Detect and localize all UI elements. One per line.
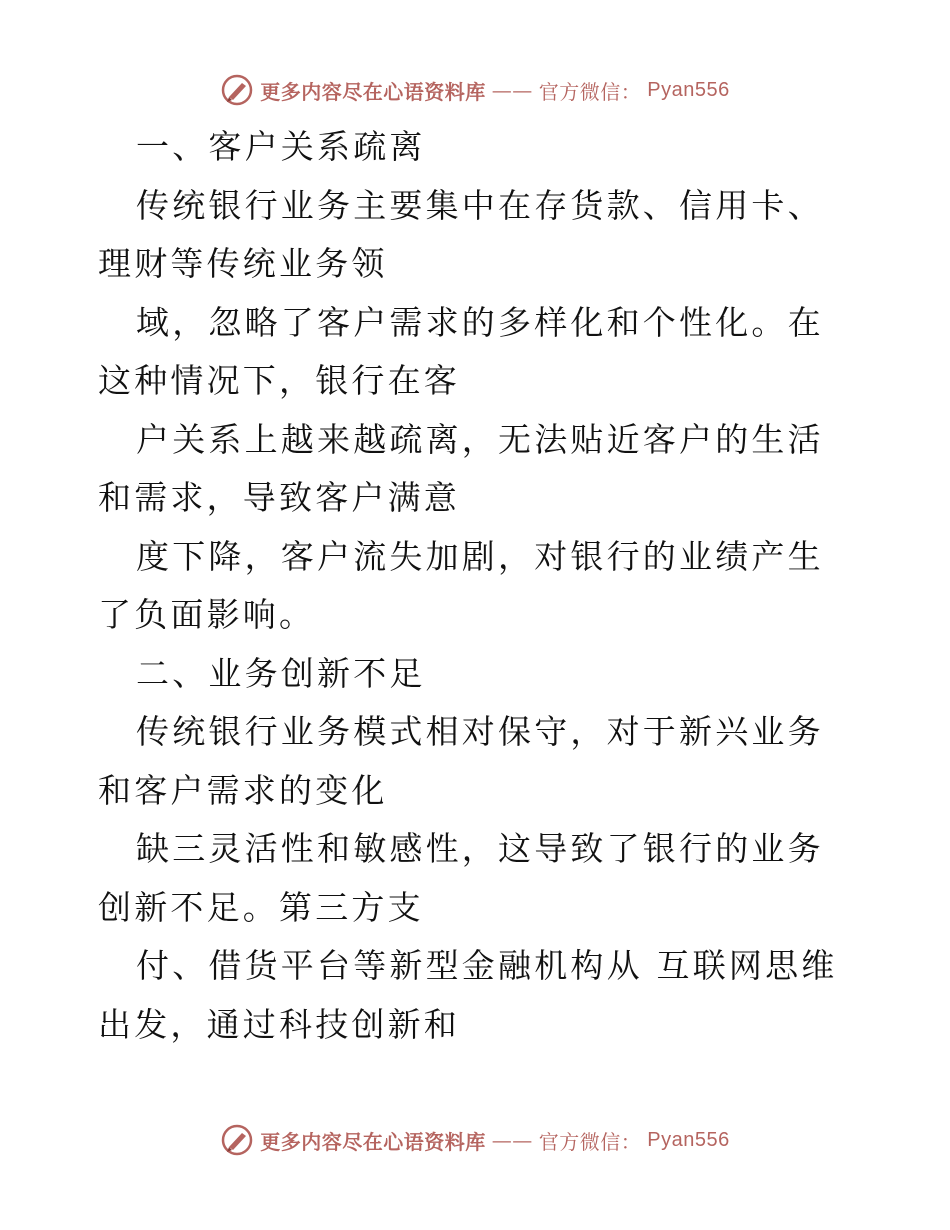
header-brand: 更多内容尽在心语资料库 bbox=[260, 79, 486, 104]
header-watermark bbox=[0, 70, 950, 110]
header-separator: —— bbox=[491, 78, 533, 102]
paragraph: 付、借货平台等新型金融机构从 互联网思维出发，通过科技创新和 bbox=[98, 946, 838, 1044]
paragraph: 传统银行业务模式相对保守，对于新兴业务和客户需求的变化 bbox=[98, 712, 824, 810]
footer-brand: 更多内容尽在心语资料库 bbox=[260, 1129, 486, 1154]
footer-watermark bbox=[0, 1120, 950, 1160]
paragraph: 度下降，客户流失加剧，对银行的业绩产生了负面影响。 bbox=[98, 536, 824, 634]
footer-separator: —— bbox=[491, 1128, 533, 1152]
section-heading-2: 二、业务创新不足 bbox=[136, 653, 426, 693]
section-heading-1: 一、客户关系疏离 bbox=[136, 127, 426, 166]
document-body bbox=[98, 118, 858, 1054]
footer-wechat-id: Pyan556 bbox=[647, 1128, 730, 1151]
pen-logo-icon bbox=[220, 73, 254, 107]
paragraph: 域，忽略了客户需求的多样化和个性化。在这种情况下，银行在客 bbox=[98, 302, 824, 400]
paragraph: 户关系上越来越疏离，无法贴近客户的生活和需求，导致客户满意 bbox=[98, 419, 824, 517]
paragraph: 缺三灵活性和敏感性，这导致了银行的业务创新不足。第三方支 bbox=[98, 829, 824, 927]
footer-wechat-label: 官方微信： bbox=[538, 1129, 642, 1154]
pen-logo-icon bbox=[220, 1123, 254, 1157]
header-wechat-label: 官方微信： bbox=[538, 79, 642, 104]
header-wechat-id: Pyan556 bbox=[647, 78, 730, 101]
paragraph: 传统银行业务主要集中在存货款、信用卡、理财等传统业务领 bbox=[98, 185, 824, 283]
